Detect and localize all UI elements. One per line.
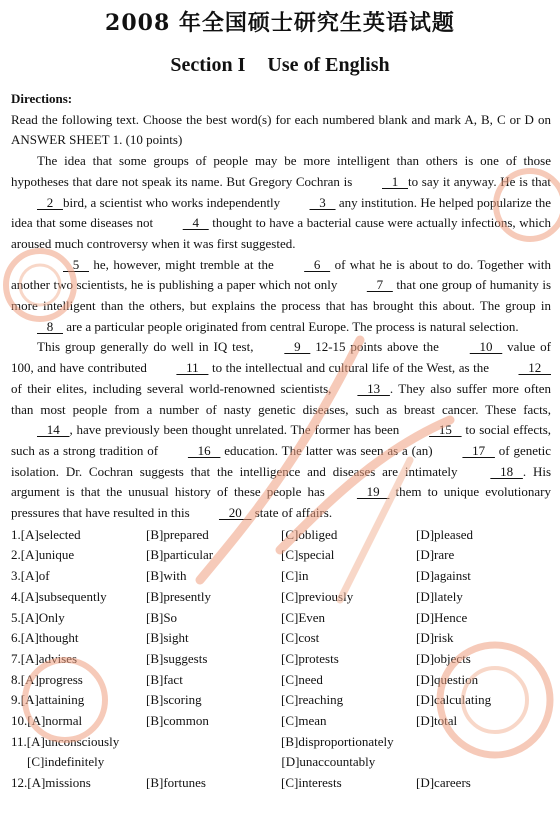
blank-16: 16 [187,442,221,458]
option-row [11,649,551,670]
option-choice [146,732,281,753]
option-choice: [D]lately [416,588,463,604]
option-row [11,566,551,587]
option-choice: [B]suggests [146,650,208,666]
blank-17: 17 [462,442,495,458]
option-choice: [C]reaching [281,692,344,708]
option-choice: [C]special [281,547,335,563]
directions-text: Read the following text. Choose the best word(s) for each numbered blank and mark A, B, C or D on ANSWER SHEET 1. (10 points) [11,111,551,148]
option-choice: [B]with [146,568,187,584]
passage-text: The idea that some groups of people may be more intelligent than others is one of those hypotheses that dare not speak its name. But Gregory Cochran is [11,153,551,189]
option-choice: 7.[A]advises [11,650,78,666]
option-choice: [D]objects [416,650,471,666]
option-choice: [B]scoring [146,692,202,708]
option-row [11,525,551,546]
option-choice: 9.[A]attaining [11,692,85,708]
exam-title: 2008 年全国硕士研究生英语试题 [105,10,455,36]
option-choice: [D]question [416,671,479,687]
option-choice: [B]particular [146,547,214,563]
option-choice: [D]risk [416,630,454,646]
option-choice: [C]cost [281,630,320,646]
passage-text: to the intellectual and cultural life of the West, as the [208,360,493,376]
blank-4: 4 [182,215,209,231]
passage-text: education. The latter was seen as a (an) [220,442,437,458]
option-row [11,608,551,629]
option-row [11,732,551,753]
blank-13: 13 [357,380,390,396]
option-row [11,752,551,773]
option-choice: [D]against [416,568,471,584]
option-choice: 8.[A]progress [11,671,83,687]
option-row [11,587,551,608]
option-choice: [C]mean [281,712,327,728]
blank-10: 10 [469,339,503,355]
passage-text: value of 100, and have contributed [11,339,551,376]
blank-2: 2 [37,194,63,210]
option-choice: [C]in [281,568,309,584]
section-topic: Use of English [267,54,390,76]
option-choice: 2.[A]unique [11,547,75,563]
passage-text: to say it anyway. He is that [408,173,551,189]
option-choice: [D]rare [416,547,455,563]
option-choice: [B]presently [146,588,211,604]
option-choice: 4.[A]subsequently [11,588,107,604]
option-choice: [B]fact [146,671,183,687]
option-row [11,545,551,566]
option-choice: 3.[A]of [11,568,50,584]
directions-heading: Directions: [11,91,73,106]
option-choice: [B]sight [146,630,189,646]
passage-text: any institution. He helped popularize the idea that some diseases not [11,194,551,231]
option-choice: [B]prepared [146,526,209,542]
option-row [11,628,551,649]
option-choice: [D]Hence [416,609,468,625]
option-choice: [C]previously [281,588,354,604]
blank-9: 9 [284,339,311,355]
option-choice [416,752,551,773]
option-choice [416,732,551,753]
option-choice [147,752,282,773]
passage-text: are a particular people originated from central Europe. The process is natural selection. [63,318,519,334]
option-choice: [D]unaccountably [281,754,376,770]
blank-6: 6 [304,256,331,272]
passage-text: state of affairs. [251,505,333,521]
blank-7: 7 [366,277,393,293]
option-choice: [D]total [416,712,458,728]
option-row [11,670,551,691]
passage-text: This group generally do well in IQ test, [37,339,259,355]
option-choice: [D]calculating [416,692,492,708]
section-heading [0,54,560,77]
blank-12: 12 [518,360,551,376]
blank-20: 20 [218,505,252,521]
option-choice: [C]obliged [281,526,338,542]
passage-text: . They also suffer more often than most people from a number of nasty genetic diseases, such as breast cancer. These facts, [11,380,552,417]
option-row [11,773,551,794]
passage-text: . His argument is that the unusual history of these people has [11,463,552,500]
passage-paragraph-1 [11,151,551,255]
blank-15: 15 [429,422,462,438]
option-choice: [D]pleased [416,526,474,542]
passage-text: them to unique evolutionary pressures that have resulted in this [11,484,551,521]
passage-text: of what he is about to do. Together with another two scientists, he is publishing a paper which not only [11,256,551,293]
option-choice: 5.[A]Only [11,609,65,625]
option-choice: 6.[A]thought [11,630,79,646]
blank-11: 11 [176,360,209,376]
option-choice: 1.[A]selected [11,526,81,542]
passage-paragraph-3 [11,337,551,523]
option-row [11,711,551,732]
passage-paragraph-2 [11,255,551,338]
passage-text: of genetic isolation. Dr. Cochran suggests that the intelligence and diseases are intimately [11,442,551,479]
option-choice: [C]Even [281,609,326,625]
passage-text: of their elites, including several world-renowned scientists, [11,380,332,396]
blank-18: 18 [490,463,523,479]
blank-19: 19 [356,484,390,500]
option-choice: [B]common [146,712,209,728]
section-name: Section I [170,54,246,76]
option-choice: [B]So [146,609,178,625]
option-choice: [C]interests [281,775,342,791]
option-choice: 10.[A]normal [11,712,83,728]
option-choice: [C]need [281,671,323,687]
blank-1: 1 [382,173,408,189]
passage-text: , have previously been thought unrelated. The former has been [69,422,404,438]
passage-text: he, however, might tremble at the [89,256,279,272]
option-choice: [C]protests [281,650,339,666]
blank-5: 5 [63,256,89,272]
option-choice: [C]indefinitely [27,754,105,770]
option-choice: [B]disproportionately [281,733,394,749]
passage-text: to social effects, such as a strong tradition of [11,422,552,458]
blank-3: 3 [309,194,336,210]
passage-text: bird, a scientist who works independently [63,194,284,210]
passage-text: 12-15 points above the [310,339,444,355]
blank-14: 14 [37,422,70,438]
option-choice: [B]fortunes [146,775,206,791]
option-choice: 12.[A]missions [11,775,91,791]
option-choice: [D]careers [416,775,471,791]
passage-text: that one group of humanity is more intelligent than the others, but explains the process that has brought this about. The group in [11,277,551,314]
blank-8: 8 [37,318,63,334]
option-row [11,690,551,711]
option-choice: 11.[A]unconsciously [11,733,120,749]
exam-body [11,89,551,794]
passage-text: thought to have a bacterial cause were actually infections, which aroused much controversy when it was first suggested. [11,215,551,251]
answer-options [11,525,551,794]
